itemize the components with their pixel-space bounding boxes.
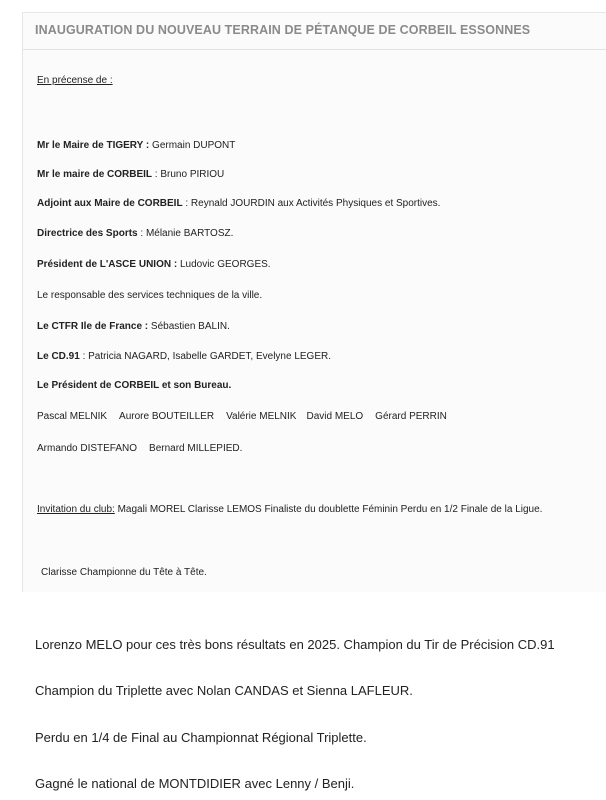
dignitary-line — [37, 140, 235, 152]
result-line: Lorenzo MELO pour ces très bons résultats en 2025. Champion du Tir de Précision CD.91 — [35, 637, 555, 652]
dignitary-name: Germain DUPONT — [149, 140, 236, 151]
dignitary-role: Directrice des Sports — [37, 228, 138, 239]
member-name: Aurore BOUTEILLER — [119, 411, 215, 422]
clarisse-line: Clarisse Championne du Tête à Tête. — [41, 567, 207, 578]
dignitary-role: Adjoint aux Maire de CORBEIL — [37, 198, 183, 209]
cd91-role: Le CD.91 — [37, 351, 80, 362]
invitation-label: Invitation du club: — [37, 504, 115, 515]
dignitary-name: : Bruno PIRIOU — [152, 169, 225, 180]
invitation-line — [37, 504, 542, 516]
ctfr-role: Le CTFR Ile de France : — [37, 321, 149, 332]
member-name: Armando DISTEFANO — [37, 443, 138, 454]
cd91-names: : Patricia NAGARD, Isabelle GARDET, Evelyne LEGER. — [79, 351, 331, 362]
member-name: Pascal MELNIK — [37, 411, 108, 422]
dignitary-line — [37, 259, 271, 271]
result-line: Champion du Triplette avec Nolan CANDAS et Sienna LAFLEUR. — [35, 683, 413, 698]
dignitary-line — [37, 198, 440, 210]
bureau-members-row — [37, 443, 242, 455]
dignitary-role: Mr le maire de CORBEIL — [37, 169, 153, 180]
dignitary-name: Ludovic GEORGES. — [177, 259, 271, 270]
cd91-line — [37, 351, 331, 363]
ctfr-line — [37, 321, 230, 333]
dignitary-role: Président de L'ASCE UNION : — [37, 259, 178, 270]
bureau-heading: Le Président de CORBEIL et son Bureau. — [37, 380, 232, 391]
member-name: Valérie MELNIK — [226, 411, 297, 422]
page-title: INAUGURATION DU NOUVEAU TERRAIN DE PÉTANQUE DE CORBEIL ESSONNES — [35, 23, 531, 37]
result-line: Perdu en 1/4 de Final au Championnat Régional Triplette. — [35, 730, 367, 745]
dignitary-name: : Reynald JOURDIN aux Activités Physiques et Sportives. — [182, 198, 441, 209]
announcement-card — [22, 12, 606, 592]
card-header — [23, 13, 606, 50]
member-name: Gérard PERRIN — [375, 411, 447, 422]
dignitary-name: : Mélanie BARTOSZ. — [137, 228, 234, 239]
tech-services-line: Le responsable des services techniques de la ville. — [37, 290, 263, 301]
invitation-text: Magali MOREL Clarisse LEMOS Finaliste du doublette Féminin Perdu en 1/2 Finale de la Ligue. — [114, 504, 543, 515]
member-name: Bernard MILLEPIED. — [149, 443, 243, 454]
bureau-members-row — [37, 411, 447, 423]
dignitary-role: Mr le Maire de TIGERY : — [37, 140, 150, 151]
presence-label: En précense de : — [37, 75, 113, 86]
dignitary-line — [37, 169, 224, 181]
member-name: David MELO — [306, 411, 364, 422]
result-line: Gagné le national de MONTDIDIER avec Lenny / Benji. — [35, 776, 355, 791]
dignitary-line — [37, 228, 233, 240]
ctfr-name: Sébastien BALIN. — [148, 321, 230, 332]
